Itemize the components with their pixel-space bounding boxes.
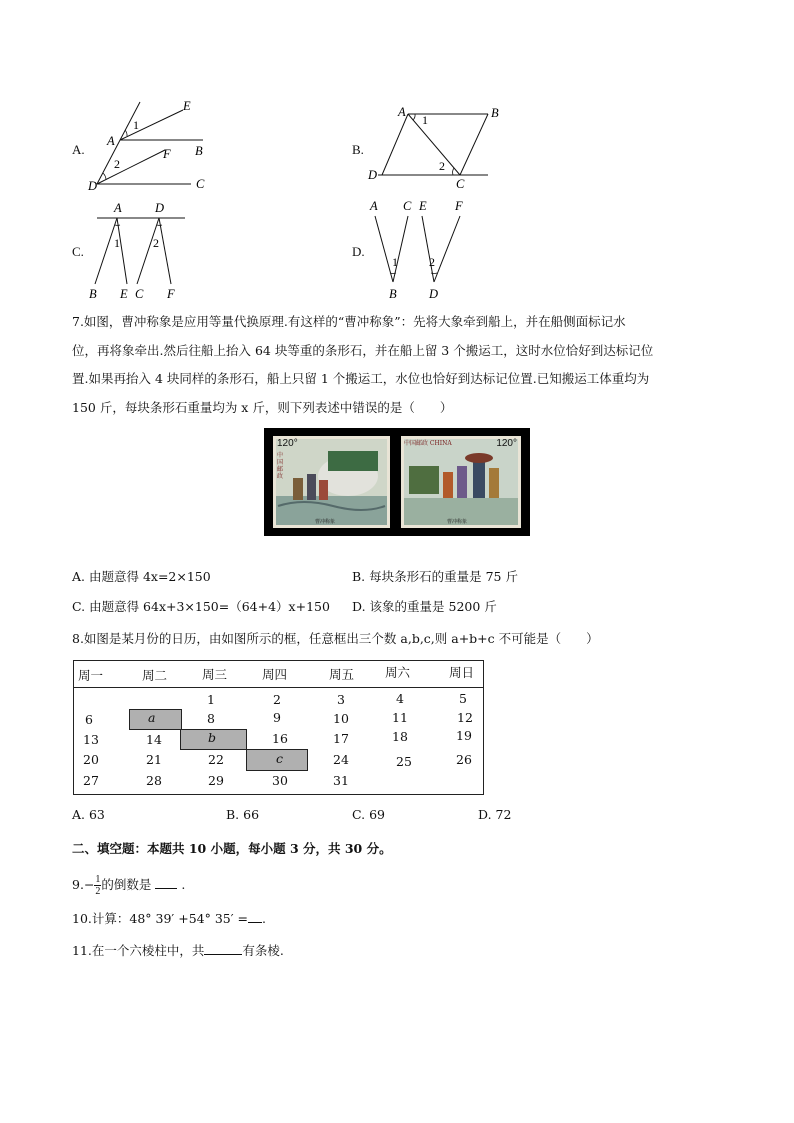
q6b-label-a: A [398,105,406,119]
q6c-label-a: A [114,201,122,215]
q6d-label-e: E [419,199,427,213]
q9-suffix: 的倒数是 [101,877,152,892]
cal-day: 31 [333,773,349,788]
q6d-label-angle2: 2 [429,255,435,269]
stamp-left [273,436,390,528]
q11 [72,942,284,960]
q6c-label-c: C [135,287,144,301]
calendar-header-tue: 周二 [142,668,168,683]
q6d-label-f: F [455,199,463,213]
calendar-header-sun: 周日 [449,665,475,680]
stamp-left-caption: 曹冲称象 [315,519,336,525]
q6b-label-angle2: 2 [439,159,445,173]
q11-answer-blank[interactable] [204,954,242,955]
q7-stem [72,308,732,422]
section-2-title: 二、填空题：本题共 10 小题，每小题 3 分，共 30 分。 [72,841,392,856]
q9 [72,870,185,900]
cal-day: 28 [146,773,162,788]
q6-diagram-c [85,198,195,303]
calendar-box-a [129,709,182,730]
cal-day: 20 [83,752,99,767]
stamps-image [264,428,530,536]
q6-diagram-d [362,198,482,305]
q6-diagram-b [362,100,497,195]
q7-line-4: 150 斤，每块条形石重量均为 x 斤，则下列表述中错误的是（ ） [72,399,453,415]
q7-line-3: 置.如果再抬入 4 块同样的条形石，船上只留 1 个搬运工，水位也恰好到达标记位置.已知搬运工体重均为 [72,371,650,386]
cal-day: 22 [208,752,224,767]
q6a-label-d: D [88,179,98,193]
q8-option-b: B. 66 [226,807,260,822]
cal-day: 29 [208,773,224,788]
q6d-label-angle1: 1 [392,255,398,269]
cal-day: 6 [85,712,93,727]
q8-option-d: D. 72 [478,807,512,822]
calendar-header-wed: 周三 [202,667,228,682]
q11-prefix: 11.在一个六棱柱中，共 [72,943,205,958]
cal-day: 18 [392,729,408,744]
q8-option-c: C. 69 [352,807,385,822]
q6a-label-a: A [107,134,115,148]
cal-day: 8 [207,711,215,726]
q6c-label-b: B [89,287,97,301]
cal-day: 5 [459,691,467,706]
calendar [73,660,484,795]
q9-end: . [181,877,186,892]
q6c-label-angle1: 1 [114,236,120,250]
q6a-label-e: E [183,99,191,113]
q6b-label-c: C [456,177,465,191]
cal-day: 10 [333,711,349,726]
stamp-right-value: 120 [496,438,513,449]
calendar-header-mon: 周一 [78,668,104,683]
q9-answer-blank[interactable] [155,888,177,889]
stamp-right [401,436,521,528]
q6c-label-f: F [167,287,175,301]
q6d-label-d: D [429,287,439,301]
q6a-label-angle1: 1 [133,118,139,132]
q11-suffix: 有条棱. [242,943,284,958]
stamp-right-unit: ° [513,438,517,449]
q8-stem: 8.如图是某月份的日历，由如图所示的框，任意框出三个数 a,b,c,则 a+b+c 不可能是（ ） [72,631,599,646]
q6d-label-b: B [389,287,397,301]
q7-line-2: 位，再将象牵出.然后往船上抬入 64 块等重的条形石，并在船上留 3 个搬运工，这时水位恰好到达标记位 [72,342,654,358]
q7-option-a: A. 由题意得 4x=2×150 [72,569,211,584]
q6b-label-b: B [491,106,499,120]
q6a-label-f: F [163,147,171,161]
q6c-label-e: E [120,287,128,301]
q6-option-b-letter: B. [352,142,364,157]
q9-prefix: 9. [72,877,84,892]
cal-day: 21 [146,752,162,767]
cal-day: 17 [333,731,349,746]
q6d-label-c: C [403,199,412,213]
stamp-left-unit: ° [293,438,298,449]
q7-option-d: D. 该象的重量是 5200 斤 [352,599,497,614]
q6a-label-angle2: 2 [114,157,120,171]
q6a-label-c: C [196,177,205,191]
cal-day: 26 [456,752,472,767]
q6-option-d-letter: D. [352,244,365,259]
q6d-label-a: A [370,199,378,213]
q7-option-b: B. 每块条形石的重量是 75 斤 [352,569,518,584]
cal-day: 12 [457,710,473,725]
q6c-label-d: D [155,201,165,215]
q9-numerator: 1 [95,874,101,885]
q6a-label-b: B [195,144,203,158]
q10 [72,910,266,928]
calendar-header-sat: 周六 [385,665,411,680]
stamp-left-value: 120 [277,438,294,449]
cal-day: 4 [396,691,404,706]
q9-sign: − [83,877,95,892]
cal-day-c: c [276,751,284,766]
cal-day: 3 [337,692,345,707]
stamp-right-caption: 曹冲称象 [447,519,468,525]
cal-day-b: b [208,730,217,745]
q7-option-c: C. 由题意得 64x+3×150=（64+4）x+150 [72,599,330,614]
q10-text: 10.计算：48° 39′ +54° 35′ = [72,911,249,926]
q6-diagram-a [85,96,215,196]
cal-day: 30 [272,773,288,788]
cal-day: 27 [83,773,99,788]
q10-end: . [262,911,267,926]
q7-line-1: 7.如图，曹冲称象是应用等量代换原理.有这样的“曹冲称象”：先将大象牵到船上，并在船侧面标记水 [72,314,626,329]
stamp-right-country: 中国邮政 CHINA [404,440,452,447]
cal-day: 13 [83,732,99,747]
q10-answer-blank[interactable] [248,922,262,923]
cal-day: 1 [207,692,215,707]
q9-denominator: 2 [95,886,101,897]
cal-day: 24 [333,752,349,767]
cal-day: 16 [272,731,288,746]
cal-day-a: a [148,710,156,725]
q6b-label-angle1: 1 [422,113,428,127]
cal-day: 11 [392,710,408,725]
q6-option-c-letter: C. [72,244,84,259]
cal-day: 2 [273,692,281,707]
calendar-header-thu: 周四 [262,667,288,682]
stamp-left-country: 中国邮政 [277,452,284,480]
cal-day: 19 [456,728,472,743]
q6c-label-angle2: 2 [153,236,159,250]
cal-day: 25 [396,754,412,769]
q6-option-a-letter: A. [72,142,85,157]
calendar-header-fri: 周五 [329,667,355,682]
cal-day: 9 [273,710,281,725]
cal-day: 14 [146,732,162,747]
q6b-label-d: D [368,168,378,182]
q8-option-a: A. 63 [72,807,105,822]
